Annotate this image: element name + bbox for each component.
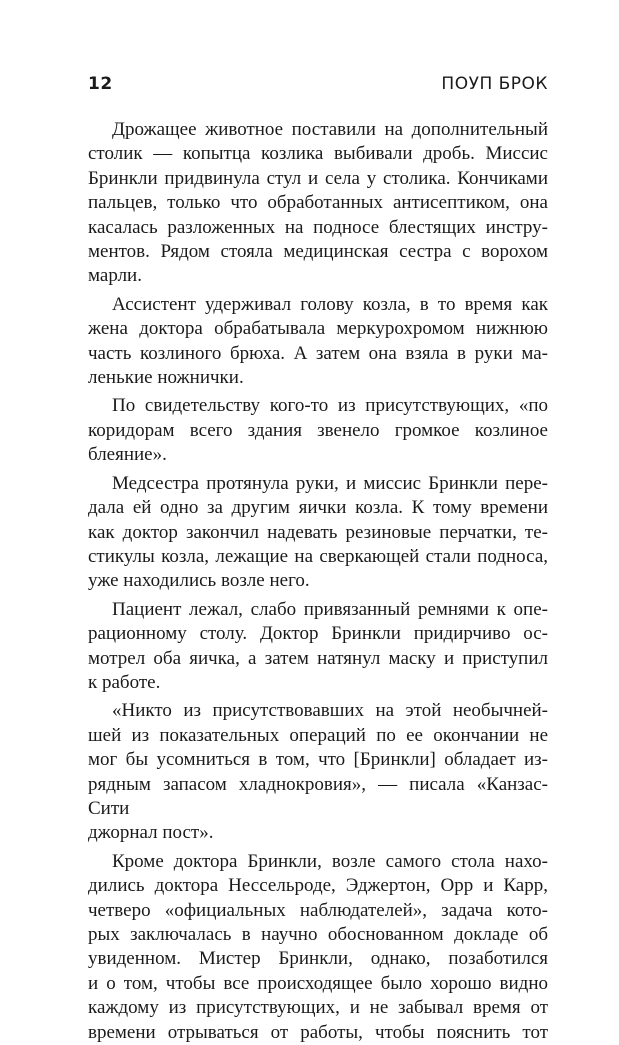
text-line: Кроме доктора Бринкли, возле самого стола нахо- [112, 850, 548, 872]
text-line: шей из показательных операций по ее окончании не [88, 724, 548, 746]
text-line: ментов. Рядом стояла медицинская сестра с ворохом [88, 241, 548, 263]
paragraph [88, 598, 548, 696]
text-line: По свидетельству кого-то из присутствующих, «по [112, 395, 548, 417]
text-line: рядным запасом хладнокровия», — писала «Канзас-Сити [88, 773, 548, 819]
text-line: жена доктора обрабатывала меркурохромом нижнюю [88, 318, 548, 340]
text-line: Медсестра протянула руки, и миссис Бринкли пере- [112, 472, 548, 494]
text-line: стикулы козла, лежащие на сверкающей стали подноса, [88, 545, 548, 567]
text-line: четверо «официальных наблюдателей», задача кото- [88, 899, 548, 921]
text-line: дала ей одно за другим яички козла. К тому времени [88, 497, 548, 519]
text-line: как доктор закончил надевать резиновые перчатки, те- [88, 521, 548, 543]
text-line: Ассистент удерживал голову козла, в то время как [112, 293, 548, 315]
text-line: ленькие ножнички. [88, 367, 244, 389]
running-head [88, 74, 548, 100]
text-line: столик — копытца козлика выбивали дробь. Миссис [88, 143, 548, 165]
text-line: мог бы усомниться в том, что [Бринкли] обладает из- [88, 749, 548, 771]
text-line: Пациент лежал, слабо привязанный ремнями к опе- [112, 598, 548, 620]
text-line: рых заключалась в научно обоснованном докладе об [88, 924, 548, 945]
paragraph [88, 472, 548, 594]
text-line: к работе. [88, 671, 161, 693]
text-line: каждому из присутствующих, и не забывал время от [88, 997, 548, 1019]
running-title: ПОУП БРОК [441, 74, 548, 94]
text-line: рационному столу. Доктор Бринкли придирчиво ос- [88, 623, 548, 645]
text-line: джорнал пост». [88, 822, 214, 844]
text-line: уже находились возле него. [88, 570, 310, 592]
text-line: марли. [88, 265, 142, 287]
page-number: 12 [88, 74, 113, 94]
text-line: часть козлиного брюха. А затем она взяла в руки ма- [88, 342, 548, 364]
text-line: пальцев, только что обработанных антисептиком, она [88, 192, 548, 214]
text-line: и о том, чтобы все происходящее было хорошо видно [88, 972, 548, 994]
text-line: касалась разложенных на подносе блестящих инстру- [88, 216, 548, 238]
text-line: Бринкли придвинула стул и села у столика. Кончиками [88, 167, 548, 189]
text-line: коридорам всего здания звенело громкое козлиное [88, 419, 548, 441]
text-line: дились доктора Нессельроде, Эджертон, Орр и Карр, [88, 875, 548, 897]
paragraph [88, 118, 548, 289]
text-line: блеяние». [88, 444, 167, 466]
paragraph [88, 293, 548, 391]
text-line: времени отрываться от работы, чтобы пояснить тот [88, 1021, 548, 1043]
paragraph [88, 699, 548, 845]
paragraph [88, 850, 548, 1045]
text-line: «Никто из присутствовавших на этой необычней- [112, 700, 548, 722]
text-line: мотрел оба яичка, а затем натянул маску и приступил [88, 647, 548, 669]
body-text [88, 118, 548, 1045]
paragraph [88, 394, 548, 467]
text-line: увиденном. Мистер Бринкли, однако, позаботился [88, 948, 548, 970]
text-line: Дрожащее животное поставили на дополнительный [112, 119, 548, 140]
